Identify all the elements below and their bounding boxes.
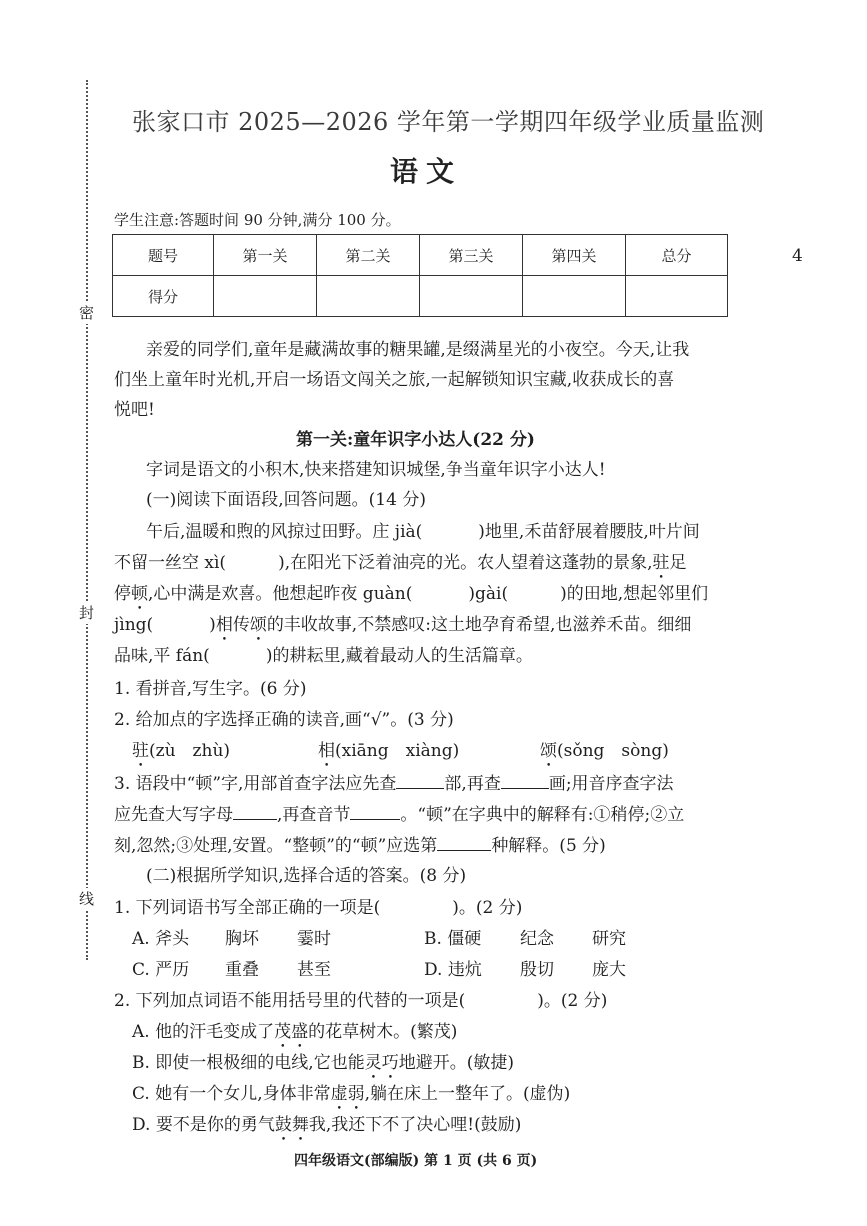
q2-option-3[interactable]: 颂(sǒng sòng)	[540, 741, 669, 761]
question-1: 1. 看拼音,写生字。(6 分)	[114, 679, 307, 699]
subject-title: 语文	[390, 155, 463, 188]
section1-intro: 字词是语文的小积木,快来搭建知识城堡,争当童年识字小达人!	[146, 460, 606, 480]
score-table	[112, 234, 728, 317]
score-table-score-row	[113, 276, 728, 317]
mc2-option-d[interactable]: D. 要不是你的勇气鼓舞我,我还下不了决心哩!(鼓励)	[132, 1115, 522, 1135]
score-cell[interactable]	[317, 276, 420, 317]
passage-line-2: 不留一丝空 xì( ),在阳光下泛着油亮的光。农人望着这蓬勃的景象,驻足	[114, 553, 687, 573]
dotted-word: 茂盛	[274, 1022, 309, 1042]
part1-title: (一)阅读下面语段,回答问题。(14 分)	[146, 490, 426, 510]
answer-blank[interactable]	[437, 832, 491, 851]
dotted-word: 虚弱	[330, 1084, 365, 1104]
passage-line-3: 停顿,心中满是欢喜。他想起昨夜 guàn( )gài( )的田地,想起邻里们	[114, 584, 709, 604]
score-cell[interactable]	[626, 276, 728, 317]
dotted-char: 颂	[249, 615, 267, 635]
intro-line: 悦吧!	[114, 400, 155, 420]
mc1-option-a[interactable]: A. 斧头 胸坏 霎时	[132, 929, 331, 949]
page-footer: 四年级语文(部编版) 第 1 页 (共 6 页)	[294, 1153, 538, 1169]
mc1-stem: 1. 下列词语书写全部正确的一项是( )。(2 分)	[114, 898, 523, 918]
dotted-word: 灵巧	[364, 1053, 399, 1073]
question-3-line-3: 刻,忽然;③处理,安置。“整顿”的“顿”应选第 种解释。(5 分)	[114, 832, 606, 858]
score-cell[interactable]	[523, 276, 626, 317]
section1-title: 第一关:童年识字小达人(22 分)	[296, 430, 535, 450]
passage-line-1: 午后,温暖和煦的风掠过田野。庄 jià( )地里,禾苗舒展着腰肢,叶片间	[146, 522, 700, 542]
score-cell[interactable]	[420, 276, 523, 317]
score-cell[interactable]	[214, 276, 317, 317]
answer-blank[interactable]	[396, 770, 444, 789]
score-header-cell: 第二关	[317, 235, 420, 276]
q2-option-1[interactable]: 驻(zù zhù)	[132, 741, 231, 761]
question-3-line-2: 应先查大写字母 ,再查音节 。“顿”在字典中的解释有:①稍停;②立	[114, 801, 684, 827]
mc2-option-c[interactable]: C. 她有一个女儿,身体非常虚弱,躺在床上一整年了。(虚伪)	[132, 1084, 571, 1104]
answer-blank[interactable]	[233, 801, 277, 820]
mc1-option-b[interactable]: B. 僵硬 纪念 研究	[424, 929, 626, 949]
answer-blank[interactable]	[501, 770, 549, 789]
seal-char-feng: 封	[79, 604, 95, 622]
score-row-label: 得分	[113, 276, 214, 317]
passage-line-5: 品味,平 fán( )的耕耘里,藏着最动人的生活篇章。	[114, 646, 533, 666]
score-header-cell: 第三关	[420, 235, 523, 276]
question-2: 2. 给加点的字选择正确的读音,画“√”。(3 分)	[114, 710, 454, 730]
seal-line	[86, 80, 88, 960]
mc2-stem: 2. 下列加点词语不能用括号里的代替的一项是( )。(2 分)	[114, 991, 608, 1011]
dotted-word: 鼓舞	[274, 1115, 309, 1135]
score-header-cell: 第一关	[214, 235, 317, 276]
score-table-header-row	[113, 235, 728, 276]
q2-option-2[interactable]: 相(xiāng xiàng)	[318, 741, 460, 761]
mc1-option-d[interactable]: D. 违炕 殷切 庞大	[424, 960, 626, 980]
score-header-cell: 总分	[626, 235, 728, 276]
exam-note: 学生注意:答题时间 90 分钟,满分 100 分。	[114, 211, 401, 229]
score-header-cell: 第四关	[523, 235, 626, 276]
answer-blank[interactable]	[350, 801, 400, 820]
seal-char-xian: 线	[79, 890, 95, 908]
exam-title: 张家口市 2025—2026 学年第一学期四年级学业质量监测	[132, 108, 765, 136]
question-3-line-1: 3. 语段中“顿”字,用部首查字法应先查 部,再查 画;用音序查字法	[114, 770, 674, 796]
mc2-option-b[interactable]: B. 即使一根极细的电线,它也能灵巧地避开。(敏捷)	[132, 1053, 514, 1073]
score-header-cell: 题号	[113, 235, 214, 276]
dotted-char: 相	[215, 615, 233, 635]
intro-line: 们坐上童年时光机,开启一场语文闯关之旅,一起解锁知识宝藏,收获成长的喜	[114, 370, 675, 390]
mc2-option-a[interactable]: A. 他的汗毛变成了茂盛的花草树木。(繁茂)	[132, 1022, 458, 1042]
seal-char-mi: 密	[79, 304, 95, 322]
part2-title: (二)根据所学知识,选择合适的答案。(8 分)	[146, 866, 467, 886]
margin-number: 4	[792, 246, 803, 266]
passage-line-4: jìng( )相传颂的丰收故事,不禁感叹:这土地孕育希望,也滋养禾苗。细细	[114, 615, 692, 635]
intro-line: 亲爱的同学们,童年是藏满故事的糖果罐,是缀满星光的小夜空。今天,让我	[146, 340, 690, 360]
dotted-char: 驻	[652, 553, 670, 573]
dotted-char: 顿	[131, 584, 148, 604]
mc1-option-c[interactable]: C. 严历 重叠 甚至	[132, 960, 331, 980]
